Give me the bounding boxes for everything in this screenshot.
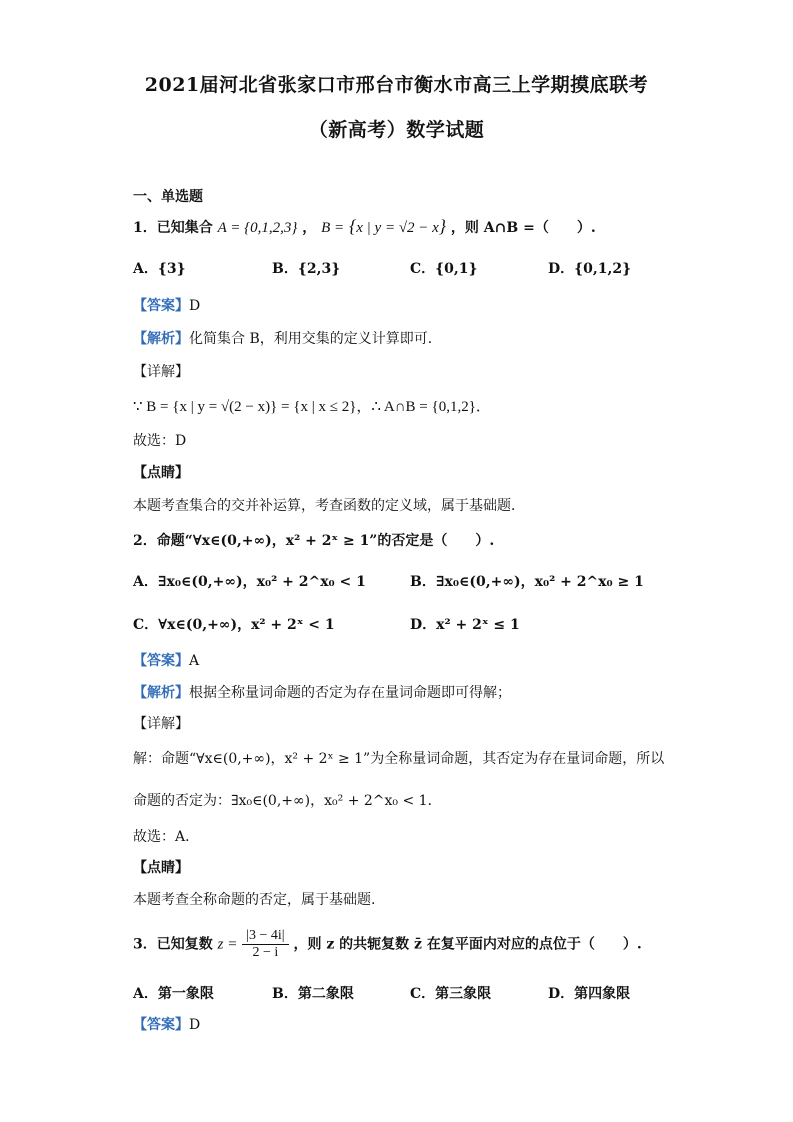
q2-option-a: A．∃x₀∈(0,+∞)，x₀² + 2^x₀ < 1 (133, 574, 366, 590)
q3-answer (133, 1014, 200, 1034)
analysis-tag: 【解析】 (133, 331, 189, 347)
q1-option-a: A．{3} (133, 261, 186, 277)
q1-set-b-lhs: B = (321, 220, 345, 236)
q1-set-b-content: x | y = √2 − x (356, 220, 439, 236)
q1-choose: 故选：D (133, 433, 187, 449)
q1-comment: 本题考查集合的交并补运算，考查函数的定义域，属于基础题． (133, 498, 525, 514)
q1-option-c: C．{0,1} (410, 261, 478, 277)
q1-analysis (133, 328, 442, 348)
q3-option-c: C．第三象限 (410, 986, 492, 1002)
q3-option-a: A．第一象限 (133, 986, 214, 1002)
q2-detail-line2: 命题的否定为：∃x₀∈(0,+∞)，x₀² + 2^x₀ < 1． (133, 793, 442, 809)
q3-z-eq: z = (217, 936, 238, 953)
q3-option-d: D．第四象限 (548, 986, 631, 1002)
q1-comma: ， (302, 220, 317, 236)
answer-tag: 【答案】 (133, 298, 189, 314)
q3-option-b: B．第二象限 (272, 986, 354, 1002)
q2-option-c: C．∀x∈(0,+∞)，x² + 2ˣ < 1 (133, 617, 335, 633)
answer-tag: 【答案】 (133, 653, 189, 669)
q1-option-b: B．{2,3} (272, 261, 341, 277)
q2-comment-tag: 【点睛】 (133, 860, 189, 876)
q2-analysis (133, 682, 511, 702)
doc-title-line1: 2021届河北省张家口市邢台市衡水市高三上学期摸底联考 (144, 74, 649, 96)
q2-stem: 2．命题“∀x∈(0,+∞)，x² + 2ˣ ≥ 1”的否定是（ ）. (133, 533, 495, 549)
q1-stem-prefix: 1．已知集合 (133, 220, 213, 236)
q3-stem-prefix: 3．已知复数 (133, 936, 213, 953)
q1-answer (133, 295, 200, 315)
q1-answer-value: D (189, 298, 201, 314)
q1-detail: ∵ B = {x | y = √(2 − x)} = {x | x ≤ 2}，∴ A∩B = {0,1,2}． (133, 399, 491, 415)
q1-set-a: A = {0,1,2,3} (217, 220, 298, 236)
q1-option-d: D．{0,1,2} (548, 261, 632, 277)
q3-answer-value: D (189, 1017, 201, 1033)
analysis-tag: 【解析】 (133, 685, 189, 701)
q3-denominator: 2 − i (252, 945, 279, 960)
q1-detail-tag: 【详解】 (133, 364, 189, 380)
q2-option-d: D．x² + 2ˣ ≤ 1 (410, 617, 520, 633)
q1-stem: 1．已知集合 A = {0,1,2,3} ， B = {x | y = √2 − x} ，则 A∩B =（ ）. (133, 216, 596, 236)
q2-detail-line1: 解：命题“∀x∈(0,+∞)，x² + 2ˣ ≥ 1”为全称量词命题，其否定为存在量词命题，所以 (133, 751, 665, 767)
q2-comment: 本题考查全称命题的否定，属于基础题. (133, 892, 376, 908)
section-heading: 一、单选题 (133, 189, 203, 205)
doc-title-line2: （新高考）数学试题 (308, 119, 485, 141)
q2-detail-tag: 【详解】 (133, 716, 189, 732)
q3-stem (133, 928, 642, 961)
q3-numerator: |3 − 4i| (242, 928, 288, 945)
answer-tag: 【答案】 (133, 1017, 189, 1033)
q2-analysis-text: 根据全称量词命题的否定为存在量词命题即可得解； (189, 685, 511, 701)
q1-analysis-text: 化简集合 B，利用交集的定义计算即可． (189, 331, 442, 347)
q2-option-b: B．∃x₀∈(0,+∞)，x₀² + 2^x₀ ≥ 1 (410, 574, 644, 590)
q3-fraction (242, 928, 288, 961)
q3-stem-suffix: ，则 z 的共轭复数 z̄ 在复平面内对应的点位于（ ）. (293, 936, 642, 953)
q2-choose: 故选：A． (133, 829, 200, 845)
q2-answer-value: A (189, 653, 200, 669)
q1-comment-tag: 【点睛】 (133, 465, 189, 481)
q1-stem-suffix: ，则 A∩B =（ ）. (450, 220, 596, 236)
q2-answer (133, 650, 199, 670)
